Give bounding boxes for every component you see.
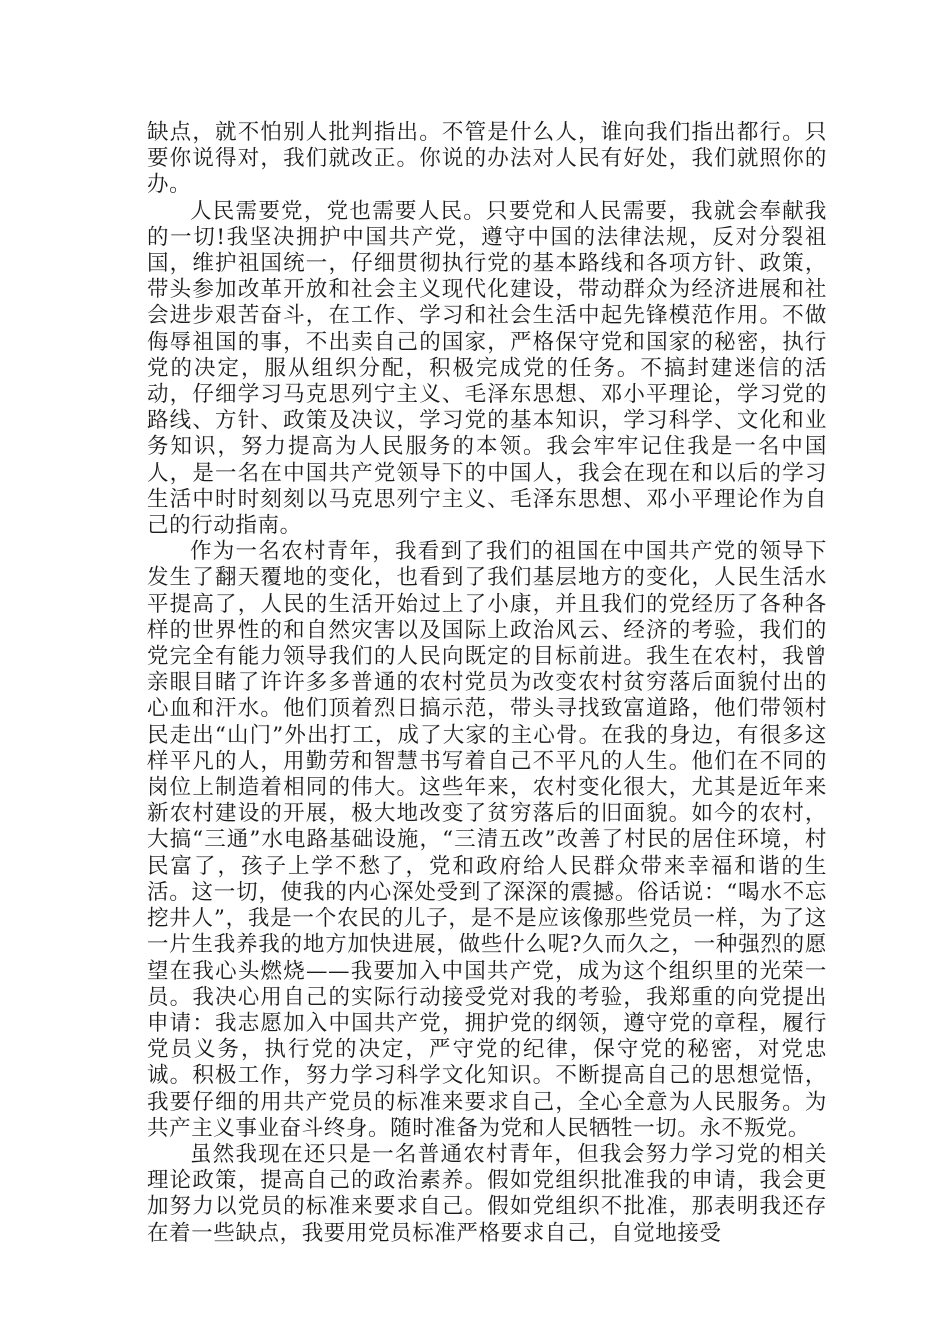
paragraph-1: 缺点，就不怕别人批判指出。不管是什么人，谁向我们指出都行。只要你说得对，我们就改正。你说的办法对人民有好处，我们就照你的办。	[147, 120, 827, 198]
paragraph-4: 虽然我现在还只是一名普通农村青年，但我会努力学习党的相关理论政策，提高自己的政治素养。假如党组织批准我的申请，我会更加努力以党员的标准来要求自己。假如党组织不批准，那表明我还存在着一些缺点，我要用党员标准严格要求自己，自觉地接受	[147, 1141, 827, 1246]
paragraph-2: 人民需要党，党也需要人民。只要党和人民需要，我就会奉献我的一切!我坚决拥护中国共产党，遵守中国的法律法规，反对分裂祖国，维护祖国统一，仔细贯彻执行党的基本路线和各项方针、政策，带头参加改革开放和社会主义现代化建设，带动群众为经济进展和社会进步艰苦奋斗，在工作、学习和社会生活中起先锋模范作用。不做侮辱祖国的事，不出卖自己的国家，严格保守党和国家的秘密，执行党的决定，服从组织分配，积极完成党的任务。不搞封建迷信的活动，仔细学习马克思列宁主义、毛泽东思想、邓小平理论，学习党的路线、方针、政策及决议，学习党的基本知识，学习科学、文化和业务知识，努力提高为人民服务的本领。我会牢牢记住我是一名中国人，是一名在中国共产党领导下的中国人，我会在现在和以后的学习生活中时时刻刻以马克思列宁主义、毛泽东思想、邓小平理论作为自己的行动指南。	[147, 198, 827, 539]
paragraph-3: 作为一名农村青年，我看到了我们的祖国在中国共产党的领导下发生了翻天覆地的变化，也看到了我们基层地方的变化，人民生活水平提高了，人民的生活开始过上了小康，并且我们的党经历了各种各样的世界性的和自然灾害以及国际上政治风云、经济的考验，我们的党完全有能力领导我们的人民向既定的目标前进。我生在农村，我曾亲眼目睹了许许多多普通的农村党员为改变农村贫穷落后面貌付出的心血和汗水。他们顶着烈日搞示范，带头寻找致富道路，他们带领村民走出“山门”外出打工，成了大家的主心骨。在我的身边，有很多这样平凡的人，用勤劳和智慧书写着自己不平凡的人生。他们在不同的岗位上制造着相同的伟大。这些年来，农村变化很大，尤其是近年来新农村建设的开展，极大地改变了贫穷落后的旧面貌。如今的农村，大搞“三通”水电路基础设施，“三清五改”改善了村民的居住环境，村民富了，孩子上学不愁了，党和政府给人民群众带来幸福和谐的生活。这一切，使我的内心深处受到了深深的震撼。俗话说：“喝水不忘挖井人”，我是一个农民的儿子，是不是应该像那些党员一样，为了这一片生我养我的地方加快进展，做些什么呢?久而久之，一种强烈的愿望在我心头燃烧——我要加入中国共产党，成为这个组织里的光荣一员。我决心用自己的实际行动接受党对我的考验，我郑重的向党提出申请：我志愿加入中国共产党，拥护党的纲领，遵守党的章程，履行党员义务，执行党的决定，严守党的纪律，保守党的秘密，对党忠诚。积极工作，努力学习科学文化知识。不断提高自己的思想觉悟，我要仔细的用共产党员的标准来要求自己，全心全意为人民服务。为共产主义事业奋斗终身。随时准备为党和人民牺牲一切。永不叛党。	[147, 539, 827, 1141]
document-body	[147, 120, 827, 1247]
